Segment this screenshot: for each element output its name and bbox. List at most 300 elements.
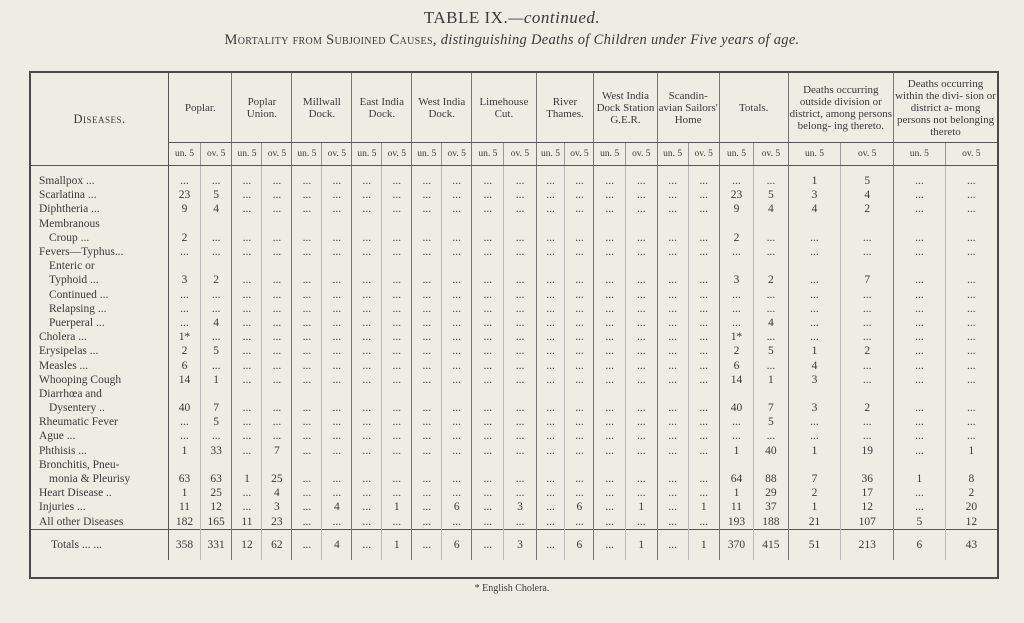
table-cell — [412, 217, 442, 231]
disease-label: All other Diseases — [31, 515, 169, 530]
table-cell: ... — [657, 486, 688, 500]
under-five-header: un. 5 — [352, 143, 382, 166]
table-cell: 37 — [754, 500, 788, 514]
table-cell: ... — [657, 188, 688, 202]
table-cell: ... — [382, 373, 412, 387]
table-cell — [412, 458, 442, 472]
table-cell: 3 — [504, 500, 536, 514]
table-cell: ... — [536, 373, 565, 387]
table-cell: 5 — [200, 415, 232, 429]
table-cell — [719, 458, 753, 472]
table-cell: 23 — [719, 188, 753, 202]
table-cell: ... — [382, 358, 412, 372]
table-cell: ... — [169, 245, 201, 259]
table-cell: ... — [788, 273, 841, 287]
disease-label: Diphtheria ... — [31, 202, 169, 216]
table-cell: 4 — [754, 316, 788, 330]
table-cell: ... — [352, 444, 382, 458]
table-cell: 1 — [788, 166, 841, 189]
table-cell: ... — [688, 373, 719, 387]
table-cell: ... — [657, 529, 688, 560]
table-cell: ... — [472, 316, 504, 330]
table-cell: ... — [262, 273, 292, 287]
under-five-header: un. 5 — [894, 143, 946, 166]
table-cell: ... — [945, 302, 997, 316]
table-cell: ... — [472, 358, 504, 372]
table-cell — [894, 387, 946, 401]
table-cell: ... — [594, 344, 626, 358]
table-cell — [472, 259, 504, 273]
table-cell: ... — [625, 202, 657, 216]
table-cell: 14 — [169, 373, 201, 387]
table-cell: ... — [657, 245, 688, 259]
table-cell: ... — [594, 273, 626, 287]
table-cell: ... — [472, 486, 504, 500]
table-row — [31, 288, 997, 302]
table-cell: ... — [594, 401, 626, 415]
table-cell: ... — [322, 515, 352, 530]
table-cell: ... — [504, 444, 536, 458]
table-cell: ... — [625, 515, 657, 530]
table-cell: 3 — [788, 401, 841, 415]
table-cell: ... — [262, 245, 292, 259]
table-cell: ... — [472, 444, 504, 458]
table-cell: ... — [262, 288, 292, 302]
table-cell: ... — [625, 288, 657, 302]
table-cell: ... — [657, 415, 688, 429]
table-row — [31, 330, 997, 344]
under-five-header: un. 5 — [232, 143, 262, 166]
table-cell: ... — [232, 166, 262, 189]
table-cell: ... — [536, 486, 565, 500]
table-cell: 415 — [754, 529, 788, 560]
table-cell: ... — [442, 358, 472, 372]
table-cell: ... — [688, 273, 719, 287]
table-cell: ... — [594, 444, 626, 458]
disease-label: Totals ... ... — [31, 529, 169, 560]
table-cell: ... — [504, 302, 536, 316]
table-cell: 62 — [262, 529, 292, 560]
table-cell: ... — [262, 188, 292, 202]
table-cell: ... — [262, 415, 292, 429]
disease-label: Ague ... — [31, 429, 169, 443]
table-cell: ... — [688, 515, 719, 530]
table-cell: ... — [504, 330, 536, 344]
table-cell: ... — [412, 231, 442, 245]
table-cell — [894, 458, 946, 472]
table-cell: ... — [894, 486, 946, 500]
table-cell — [352, 217, 382, 231]
table-cell: ... — [754, 302, 788, 316]
table-cell: 11 — [169, 500, 201, 514]
table-cell: ... — [594, 415, 626, 429]
table-cell: ... — [688, 288, 719, 302]
table-cell — [594, 458, 626, 472]
table-cell: ... — [442, 330, 472, 344]
table-cell: ... — [625, 472, 657, 486]
under-five-header: un. 5 — [657, 143, 688, 166]
table-cell: 12 — [945, 515, 997, 530]
table-cell: ... — [472, 415, 504, 429]
table-cell: ... — [472, 401, 504, 415]
table-cell — [657, 387, 688, 401]
table-cell: 5 — [200, 188, 232, 202]
table-cell — [754, 458, 788, 472]
table-cell: ... — [169, 429, 201, 443]
table-cell: ... — [504, 429, 536, 443]
table-cell: ... — [472, 288, 504, 302]
table-cell: 5 — [754, 344, 788, 358]
table-cell: 20 — [945, 500, 997, 514]
table-cell: 1 — [719, 444, 753, 458]
table-cell: 17 — [841, 486, 894, 500]
table-cell: ... — [504, 472, 536, 486]
table-cell: ... — [292, 358, 322, 372]
disease-label: Diarrhœa and — [31, 387, 169, 401]
table-cell: ... — [536, 358, 565, 372]
table-cell: ... — [232, 288, 262, 302]
table-cell: ... — [657, 231, 688, 245]
table-cell: ... — [322, 273, 352, 287]
table-cell: 3 — [719, 273, 753, 287]
table-cell — [788, 259, 841, 273]
table-cell: ... — [232, 231, 262, 245]
table-cell: 1 — [719, 486, 753, 500]
column-header: Poplar. — [169, 73, 232, 143]
table-cell — [200, 217, 232, 231]
table-row — [31, 166, 997, 189]
disease-label: Smallpox ... — [31, 166, 169, 189]
table-cell: ... — [504, 316, 536, 330]
table-cell: ... — [657, 444, 688, 458]
table-cell: ... — [945, 373, 997, 387]
table-row — [31, 458, 997, 472]
table-cell: ... — [594, 429, 626, 443]
table-cell: ... — [472, 500, 504, 514]
table-cell — [322, 217, 352, 231]
table-cell: 21 — [788, 515, 841, 530]
table-cell: ... — [232, 273, 262, 287]
table-cell: 1 — [788, 344, 841, 358]
table-cell: 25 — [200, 486, 232, 500]
table-cell: ... — [841, 415, 894, 429]
table-cell: ... — [536, 302, 565, 316]
table-cell: 5 — [200, 344, 232, 358]
table-cell: 3 — [504, 529, 536, 560]
table-cell: ... — [262, 344, 292, 358]
over-five-header: ov. 5 — [382, 143, 412, 166]
table-cell: ... — [565, 316, 594, 330]
table-cell: ... — [442, 166, 472, 189]
table-cell: ... — [945, 401, 997, 415]
table-cell: ... — [565, 401, 594, 415]
table-cell: ... — [352, 330, 382, 344]
table-cell: ... — [412, 202, 442, 216]
under-five-header: un. 5 — [594, 143, 626, 166]
disease-label: Continued ... — [31, 288, 169, 302]
table-cell: 7 — [200, 401, 232, 415]
table-cell — [382, 458, 412, 472]
table-cell: 1* — [719, 330, 753, 344]
table-cell — [841, 458, 894, 472]
table-cell: 8 — [945, 472, 997, 486]
table-cell: ... — [442, 415, 472, 429]
table-cell: ... — [841, 429, 894, 443]
table-cell — [945, 387, 997, 401]
table-cell: 6 — [565, 529, 594, 560]
table-cell: ... — [945, 330, 997, 344]
table-cell: 1 — [625, 500, 657, 514]
table-cell: ... — [412, 166, 442, 189]
table-cell — [754, 259, 788, 273]
table-cell: ... — [594, 486, 626, 500]
disease-label: Fevers—Typhus... — [31, 245, 169, 259]
table-cell: ... — [894, 444, 946, 458]
table-cell — [412, 387, 442, 401]
table-cell: ... — [945, 202, 997, 216]
table-cell: ... — [657, 166, 688, 189]
table-cell — [262, 259, 292, 273]
table-cell: ... — [945, 358, 997, 372]
table-cell: ... — [412, 302, 442, 316]
disease-label: Puerperal ... — [31, 316, 169, 330]
table-cell — [657, 217, 688, 231]
table-cell: ... — [719, 166, 753, 189]
table-cell: ... — [232, 415, 262, 429]
table-cell: ... — [442, 188, 472, 202]
table-row — [31, 231, 997, 245]
table-cell: ... — [688, 444, 719, 458]
table-cell — [594, 387, 626, 401]
table-cell: ... — [262, 330, 292, 344]
table-cell: 23 — [262, 515, 292, 530]
table-cell: 6 — [894, 529, 946, 560]
table-cell — [504, 259, 536, 273]
table-cell: ... — [504, 166, 536, 189]
table-cell: ... — [894, 373, 946, 387]
column-header: East India Dock. — [352, 73, 412, 143]
over-five-header: ov. 5 — [262, 143, 292, 166]
table-cell: ... — [412, 500, 442, 514]
table-cell: 3 — [169, 273, 201, 287]
table-cell — [262, 387, 292, 401]
table-row — [31, 217, 997, 231]
table-cell: ... — [352, 415, 382, 429]
table-cell: ... — [594, 288, 626, 302]
table-cell: 7 — [788, 472, 841, 486]
under-five-header: un. 5 — [472, 143, 504, 166]
table-cell: ... — [536, 429, 565, 443]
table-cell: ... — [894, 344, 946, 358]
table-cell: ... — [322, 166, 352, 189]
disease-label: Bronchitis, Pneu- — [31, 458, 169, 472]
table-cell — [262, 458, 292, 472]
table-cell: ... — [536, 401, 565, 415]
table-cell: 2 — [945, 486, 997, 500]
table-cell: 63 — [200, 472, 232, 486]
table-cell: ... — [472, 245, 504, 259]
table-cell: ... — [504, 245, 536, 259]
table-cell: ... — [565, 166, 594, 189]
table-cell: ... — [292, 245, 322, 259]
table-cell: ... — [412, 529, 442, 560]
table-cell: ... — [292, 202, 322, 216]
table-cell — [841, 259, 894, 273]
table-cell — [719, 217, 753, 231]
mortality-table-frame — [29, 71, 999, 579]
table-cell: ... — [352, 188, 382, 202]
table-cell: ... — [262, 401, 292, 415]
table-cell: 4 — [322, 500, 352, 514]
table-cell — [169, 217, 201, 231]
table-cell: ... — [536, 245, 565, 259]
table-cell: ... — [382, 415, 412, 429]
table-cell: ... — [292, 444, 322, 458]
over-five-header: ov. 5 — [200, 143, 232, 166]
table-cell: ... — [504, 288, 536, 302]
table-cell: ... — [472, 330, 504, 344]
table-cell: ... — [472, 472, 504, 486]
table-cell: ... — [352, 486, 382, 500]
under-five-header: un. 5 — [292, 143, 322, 166]
column-header: River Thames. — [536, 73, 594, 143]
table-cell: ... — [594, 330, 626, 344]
table-cell: ... — [352, 429, 382, 443]
table-cell — [788, 387, 841, 401]
table-cell: ... — [442, 373, 472, 387]
table-cell — [292, 217, 322, 231]
table-cell: ... — [594, 245, 626, 259]
column-header: Deaths occurring within the divi- sion or district a- mong persons not belonging thereto — [894, 73, 997, 143]
table-cell: ... — [382, 316, 412, 330]
table-cell: ... — [719, 302, 753, 316]
table-cell: ... — [472, 344, 504, 358]
table-cell — [232, 217, 262, 231]
over-five-header: ov. 5 — [945, 143, 997, 166]
table-cell: ... — [382, 288, 412, 302]
table-cell: 2 — [169, 344, 201, 358]
table-cell: ... — [657, 429, 688, 443]
table-cell — [625, 259, 657, 273]
table-cell: ... — [504, 231, 536, 245]
table-cell — [504, 217, 536, 231]
table-row — [31, 373, 997, 387]
table-cell: 4 — [200, 316, 232, 330]
table-cell: ... — [322, 231, 352, 245]
table-cell: ... — [382, 429, 412, 443]
table-cell: ... — [894, 273, 946, 287]
table-cell: 23 — [169, 188, 201, 202]
column-header: West India Dock Station G.E.R. — [594, 73, 657, 143]
table-cell: 4 — [322, 529, 352, 560]
table-cell: ... — [719, 288, 753, 302]
table-cell: ... — [894, 188, 946, 202]
table-cell: ... — [382, 273, 412, 287]
table-cell: 1* — [169, 330, 201, 344]
over-five-header: ov. 5 — [688, 143, 719, 166]
table-cell: ... — [504, 202, 536, 216]
table-cell: ... — [536, 231, 565, 245]
table-cell: ... — [594, 358, 626, 372]
table-cell: ... — [442, 288, 472, 302]
table-cell: ... — [352, 344, 382, 358]
table-cell: 88 — [754, 472, 788, 486]
table-cell: ... — [200, 330, 232, 344]
table-cell: ... — [292, 231, 322, 245]
table-cell: ... — [412, 444, 442, 458]
table-cell: ... — [442, 231, 472, 245]
table-cell: 63 — [169, 472, 201, 486]
table-cell: ... — [292, 415, 322, 429]
table-cell: 4 — [754, 202, 788, 216]
table-cell — [442, 217, 472, 231]
table-cell: ... — [292, 344, 322, 358]
table-cell — [412, 259, 442, 273]
table-cell: ... — [657, 288, 688, 302]
table-cell: ... — [504, 373, 536, 387]
table-cell: 7 — [262, 444, 292, 458]
table-cell: ... — [352, 472, 382, 486]
table-cell: 2 — [169, 231, 201, 245]
table-cell: ... — [536, 444, 565, 458]
table-cell — [536, 217, 565, 231]
table-cell: ... — [352, 166, 382, 189]
table-row — [31, 387, 997, 401]
table-cell: ... — [322, 188, 352, 202]
table-cell: ... — [322, 316, 352, 330]
table-cell: ... — [594, 302, 626, 316]
table-cell: ... — [945, 188, 997, 202]
table-cell: ... — [232, 188, 262, 202]
table-cell: ... — [472, 515, 504, 530]
table-cell — [382, 259, 412, 273]
table-cell: ... — [412, 358, 442, 372]
table-cell: ... — [292, 529, 322, 560]
table-cell — [169, 387, 201, 401]
table-cell: 7 — [754, 401, 788, 415]
table-cell: ... — [232, 344, 262, 358]
table-cell: 25 — [262, 472, 292, 486]
table-cell: 3 — [788, 373, 841, 387]
table-cell — [504, 458, 536, 472]
table-cell: ... — [945, 288, 997, 302]
table-cell: ... — [232, 500, 262, 514]
table-cell — [688, 387, 719, 401]
column-header: Totals. — [719, 73, 788, 143]
table-cell — [472, 387, 504, 401]
table-cell: ... — [412, 330, 442, 344]
table-cell: ... — [262, 358, 292, 372]
table-cell: ... — [232, 429, 262, 443]
table-cell: ... — [894, 231, 946, 245]
table-cell: ... — [412, 472, 442, 486]
table-cell: ... — [657, 273, 688, 287]
table-row — [31, 515, 997, 530]
table-cell: 4 — [262, 486, 292, 500]
under-five-header: un. 5 — [719, 143, 753, 166]
table-cell: ... — [382, 401, 412, 415]
table-cell: ... — [472, 429, 504, 443]
table-cell: ... — [788, 288, 841, 302]
table-row — [31, 444, 997, 458]
table-cell: ... — [536, 515, 565, 530]
table-cell: ... — [536, 316, 565, 330]
table-cell: 40 — [169, 401, 201, 415]
table-cell — [625, 458, 657, 472]
diseases-header: Diseases. — [31, 73, 169, 166]
table-cell — [169, 458, 201, 472]
table-cell: ... — [594, 373, 626, 387]
